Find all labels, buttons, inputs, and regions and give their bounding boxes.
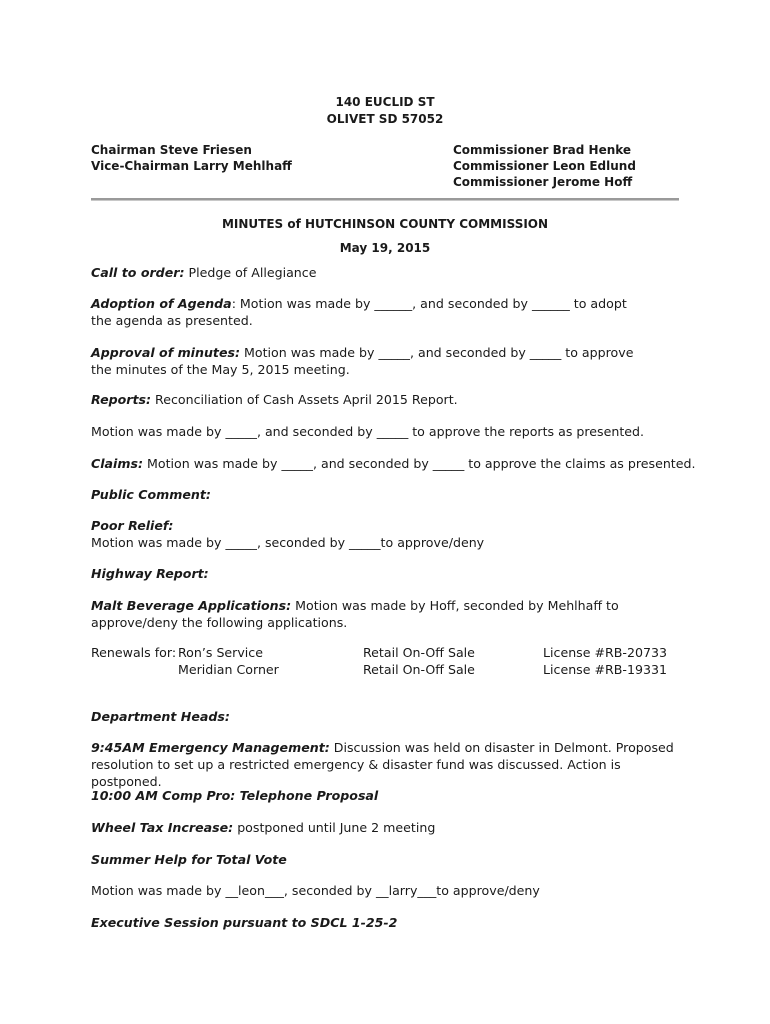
claims-label: Claims: [91, 456, 144, 471]
chairman-name: Chairman Steve Friesen [91, 143, 252, 157]
claims-text: Motion was made by _____, and seconded by _____ to approve the claims as presented. [143, 456, 696, 471]
renewal-type: Retail On-Off Sale [363, 645, 475, 660]
poor-relief-text: Motion was made by _____, seconded by _____to approve/deny [91, 535, 485, 550]
header-divider [91, 198, 679, 201]
commissioner-edlund: Commissioner Leon Edlund [453, 159, 636, 173]
department-heads-heading: Department Heads: [91, 709, 230, 724]
call-to-order-item [91, 264, 691, 281]
adoption-text: : Motion was made by ______, and seconded by ______ to adopt the agenda as presented. [91, 296, 627, 328]
approval-text: Motion was made by _____, and seconded by _____ to approve the minutes of the May 5, 2015 meeting. [91, 345, 634, 377]
poor-relief-label: Poor Relief: [91, 518, 174, 533]
poor-relief-item [91, 517, 691, 551]
claims-item [91, 455, 696, 472]
call-to-order-text: Pledge of Allegiance [184, 265, 317, 280]
malt-label: Malt Beverage Applications: [91, 598, 292, 613]
approval-label: Approval of minutes: [91, 345, 241, 360]
county-address [0, 94, 770, 128]
vice-chairman-name: Vice-Chairman Larry Mehlhaff [91, 159, 292, 173]
summer-help-motion: Motion was made by __leon___, seconded by __larry___to approve/deny [91, 883, 540, 898]
renewal-license: License #RB-19331 [543, 662, 668, 677]
reports-item [91, 391, 691, 408]
summer-help-heading: Summer Help for Total Vote [91, 852, 287, 867]
adoption-agenda-item [91, 295, 651, 329]
call-to-order-label: Call to order: [91, 265, 185, 280]
reports-label: Reports: [91, 392, 152, 407]
wheel-tax-text: postponed until June 2 meeting [233, 820, 436, 835]
adoption-label: Adoption of Agenda [91, 296, 232, 311]
renewals-label: Renewals for: [91, 645, 177, 660]
address-street: 140 EUCLID ST [335, 95, 435, 109]
chair-officers [91, 142, 292, 174]
address-city-state-zip: OLIVET SD 57052 [326, 112, 444, 126]
renewal-name: Meridian Corner [178, 662, 279, 677]
document-title: MINUTES of HUTCHINSON COUNTY COMMISSION [221, 217, 549, 231]
executive-session-heading: Executive Session pursuant to SDCL 1-25-2 [91, 915, 398, 930]
renewal-type: Retail On-Off Sale [363, 662, 475, 677]
commissioner-hoff: Commissioner Jerome Hoff [453, 175, 633, 189]
meeting-date: May 19, 2015 [339, 241, 431, 255]
reports-motion: Motion was made by _____, and seconded by _____ to approve the reports as presented. [91, 424, 645, 439]
emergency-management-item [91, 739, 681, 790]
public-comment-heading: Public Comment: [91, 487, 211, 502]
malt-text: Motion was made by Hoff, seconded by Mehlhaff to approve/deny the following applications. [91, 598, 619, 630]
wheel-tax-label: Wheel Tax Increase: [91, 820, 234, 835]
malt-beverage-item [91, 597, 691, 631]
approval-minutes-item [91, 344, 651, 378]
renewal-name: Ron’s Service [178, 645, 263, 660]
commissioner-henke: Commissioner Brad Henke [453, 143, 632, 157]
commissioner-list [453, 142, 636, 190]
wheel-tax-item [91, 819, 691, 836]
comp-pro-heading: 10:00 AM Comp Pro: Telephone Proposal [91, 788, 379, 803]
reports-text: Reconciliation of Cash Assets April 2015 Report. [151, 392, 458, 407]
renewal-license: License #RB-20733 [543, 645, 668, 660]
highway-report-heading: Highway Report: [91, 566, 209, 581]
emergency-text: Discussion was held on disaster in Delmont. Proposed resolution to set up a restricted emergency & disaster fund was discussed. Action is postponed. [91, 740, 674, 789]
emergency-label: 9:45AM Emergency Management: [91, 740, 330, 755]
